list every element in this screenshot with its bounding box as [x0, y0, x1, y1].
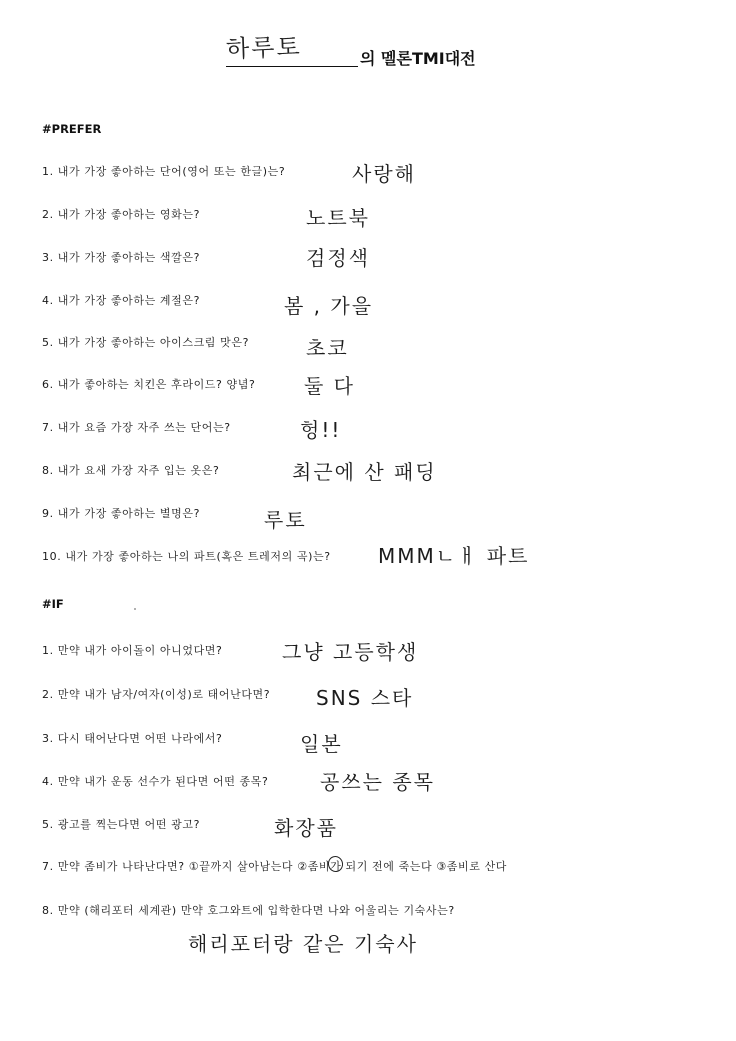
section-title-if: #IF: [42, 597, 64, 611]
handwritten-answer: 일본: [300, 732, 343, 756]
handwritten-answer: 공쓰는 종목: [320, 770, 435, 794]
handwritten-name: 하루토: [225, 32, 303, 64]
question-text: 1. 내가 가장 좋아하는 단어(영어 또는 한글)는?: [42, 165, 286, 178]
handwritten-answer: 화장품: [274, 816, 338, 840]
handwritten-answer: 그냥 고등학생: [282, 640, 419, 664]
handwritten-answer: 헝!!: [300, 418, 342, 442]
handwritten-answer: 둘 다: [304, 374, 355, 398]
question-text: 2. 만약 내가 남자/여자(이성)로 태어난다면?: [42, 688, 271, 701]
handwritten-answer: 노트북: [306, 206, 370, 230]
question-text: 5. 내가 가장 좋아하는 아이스크림 맛은?: [42, 336, 250, 349]
question-text: 4. 만약 내가 운동 선수가 된다면 어떤 종목?: [42, 775, 269, 788]
question-text: 4. 내가 가장 좋아하는 계절은?: [42, 294, 201, 307]
question-text: 10. 내가 가장 좋아하는 나의 파트(혹은 트레저의 곡)는?: [42, 550, 331, 563]
question-text: 1. 만약 내가 아이돌이 아니었다면?: [42, 644, 223, 657]
name-underline: [226, 66, 358, 67]
section-title-prefer: #PREFER: [42, 122, 102, 136]
question-text: 2. 내가 가장 좋아하는 영화는?: [42, 208, 201, 221]
handwritten-answer: 봄 , 가을: [284, 294, 374, 318]
question-text: 8. 만약 (해리포터 세계관) 만약 호그와트에 입학한다면 나와 어울리는 기숙사는?: [42, 904, 455, 917]
handwritten-answer: SNS 스타: [316, 686, 414, 710]
document-title: [226, 28, 526, 72]
handwritten-answer: 검정색: [306, 246, 370, 270]
handwritten-answer: 초코: [306, 336, 349, 360]
question-text: 5. 광고를 찍는다면 어떤 광고?: [42, 818, 201, 831]
question-text: 6. 내가 좋아하는 치킨은 후라이드? 양념?: [42, 378, 256, 391]
question-text: 3. 다시 태어난다면 어떤 나라에서?: [42, 732, 223, 745]
question-text: 7. 내가 요즘 가장 자주 쓰는 단어는?: [42, 421, 231, 434]
question-text: 9. 내가 가장 좋아하는 별명은?: [42, 507, 201, 520]
handwritten-answer: 루토: [264, 508, 307, 532]
handwritten-answer: 사랑해: [352, 162, 416, 186]
handwritten-answer: MMMㄴㅐ 파트: [378, 544, 530, 568]
question-text: 3. 내가 가장 좋아하는 색깔은?: [42, 251, 201, 264]
handwritten-answer: 최근에 산 패딩: [292, 460, 437, 484]
question-text: 8. 내가 요새 가장 자주 입는 옷은?: [42, 464, 220, 477]
question-text: 7. 만약 좀비가 나타난다면? ①끝까지 살아남는다 ②좀비가 되기 전에 죽는다 ③좀비로 산다: [42, 860, 508, 873]
title-suffix: 의 멜론TMI대전: [360, 49, 476, 68]
stray-dot: [134, 608, 136, 610]
handwritten-answer: 해리포터랑 같은 기숙사: [188, 932, 418, 956]
